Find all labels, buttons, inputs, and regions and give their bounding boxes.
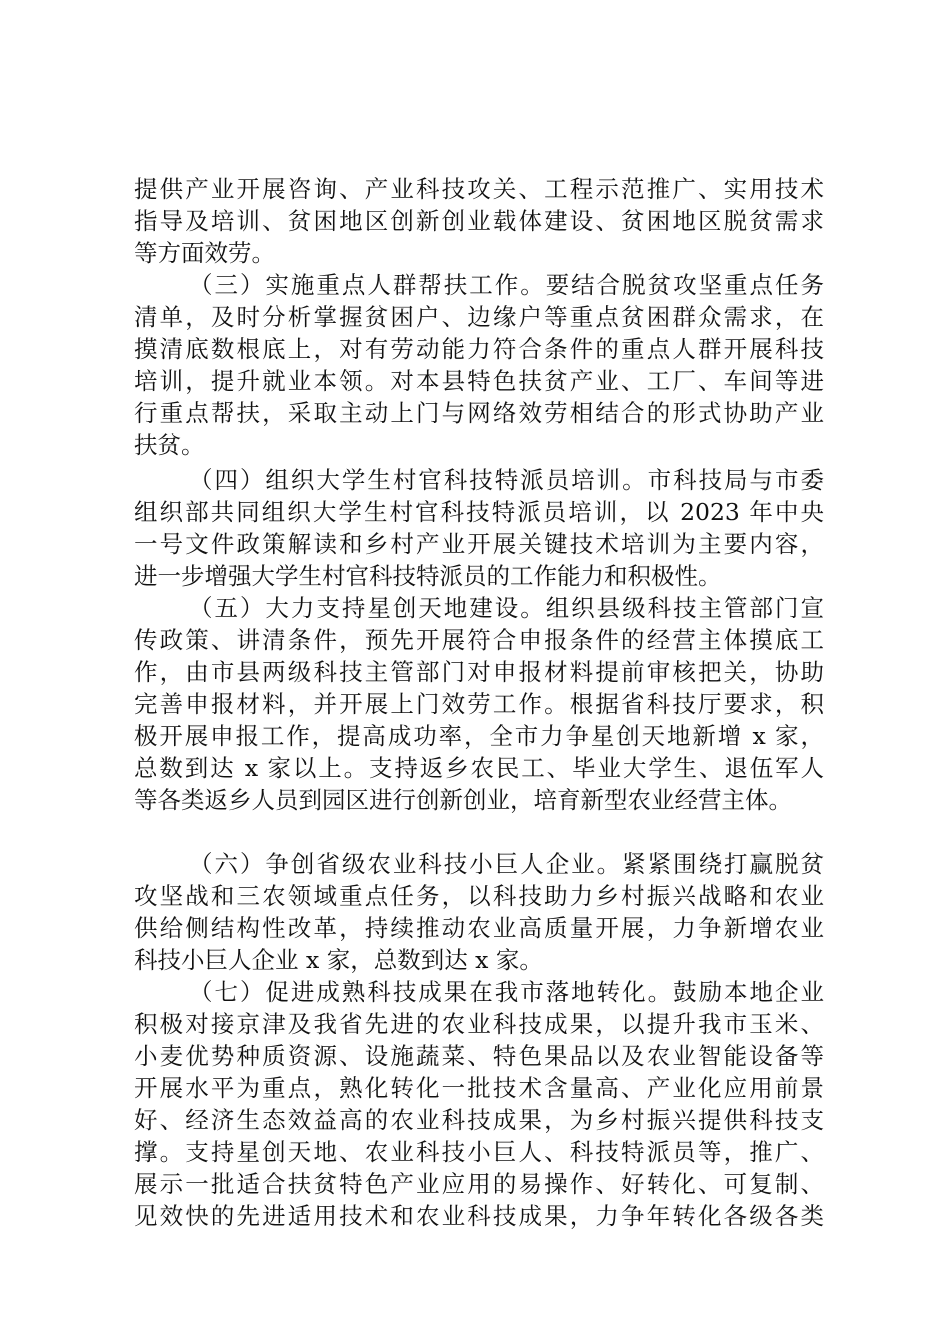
paragraph-first-line: （五）大力支持星创天地建设。组织县级科技主管部门宣 xyxy=(189,594,824,622)
text-line: 一号文件政策解读和乡村产业开展关键技术培训为主要内容， xyxy=(134,530,824,558)
text-line: 行重点帮扶，采取主动上门与网络效劳相结合的形式协助产业 xyxy=(134,399,824,427)
text-line: 完善申报材料，并开展上门效劳工作。根据省科技厅要求，积 xyxy=(134,690,824,718)
text-line: 摸清底数根底上，对有劳动能力符合条件的重点人群开展科技 xyxy=(134,335,824,363)
text-line: 传政策、讲清条件，预先开展符合申报条件的经营主体摸底工 xyxy=(134,626,824,654)
text-line: 积极对接京津及我省先进的农业科技成果，以提升我市玉米、 xyxy=(134,1010,824,1038)
paragraph-first-line: （三）实施重点人群帮扶工作。要结合脱贫攻坚重点任务 xyxy=(189,271,824,299)
paragraph-first-line: （四）组织大学生村官科技特派员培训。市科技局与市委 xyxy=(189,466,824,494)
text-line: 攻坚战和三农领域重点任务，以科技助力乡村振兴战略和农业 xyxy=(134,882,824,910)
text-line: 进一步增强大学生村官科技特派员的工作能力和积极性。 xyxy=(134,562,722,590)
text-line: 科技小巨人企业 x 家，总数到达 x 家。 xyxy=(134,946,543,974)
text-line: 总数到达 x 家以上。支持返乡农民工、毕业大学生、退伍军人 xyxy=(134,754,824,782)
text-line: 极开展申报工作，提高成功率，全市力争星创天地新增 x 家， xyxy=(134,722,824,750)
text-line: 供给侧结构性改革，持续推动农业高质量开展，力争新增农业 xyxy=(134,914,824,942)
text-line: 展示一批适合扶贫特色产业应用的易操作、好转化、可复制、 xyxy=(134,1170,824,1198)
text-line: 组织部共同组织大学生村官科技特派员培训，以 2023 年中央 xyxy=(134,498,824,526)
text-line: 好、经济生态效益高的农业科技成果，为乡村振兴提供科技支 xyxy=(134,1106,824,1134)
text-line: 指导及培训、贫困地区创新创业载体建设、贫困地区脱贫需求 xyxy=(134,207,824,235)
text-line: 见效快的先进适用技术和农业科技成果，力争年转化各级各类 xyxy=(134,1202,824,1230)
text-line: 提供产业开展咨询、产业科技攻关、工程示范推广、实用技术 xyxy=(134,175,824,203)
paragraph-first-line: （七）促进成熟科技成果在我市落地转化。鼓励本地企业 xyxy=(189,978,824,1006)
paragraph-first-line: （六）争创省级农业科技小巨人企业。紧紧围绕打赢脱贫 xyxy=(189,850,824,878)
text-line: 清单，及时分析掌握贫困户、边缘户等重点贫困群众需求，在 xyxy=(134,303,824,331)
text-line: 等方面效劳。 xyxy=(134,239,275,267)
text-line: 等各类返乡人员到园区进行创新创业，培育新型农业经营主体。 xyxy=(134,786,792,814)
text-line: 开展水平为重点，熟化转化一批技术含量高、产业化应用前景 xyxy=(134,1074,824,1102)
text-line: 作，由市县两级科技主管部门对申报材料提前审核把关，协助 xyxy=(134,658,824,686)
text-line: 小麦优势种质资源、设施蔬菜、特色果品以及农业智能设备等 xyxy=(134,1042,824,1070)
text-line: 扶贫。 xyxy=(134,431,205,459)
text-line: 撑。支持星创天地、农业科技小巨人、科技特派员等，推广、 xyxy=(134,1138,824,1166)
text-line: 培训，提升就业本领。对本县特色扶贫产业、工厂、车间等进 xyxy=(134,367,824,395)
